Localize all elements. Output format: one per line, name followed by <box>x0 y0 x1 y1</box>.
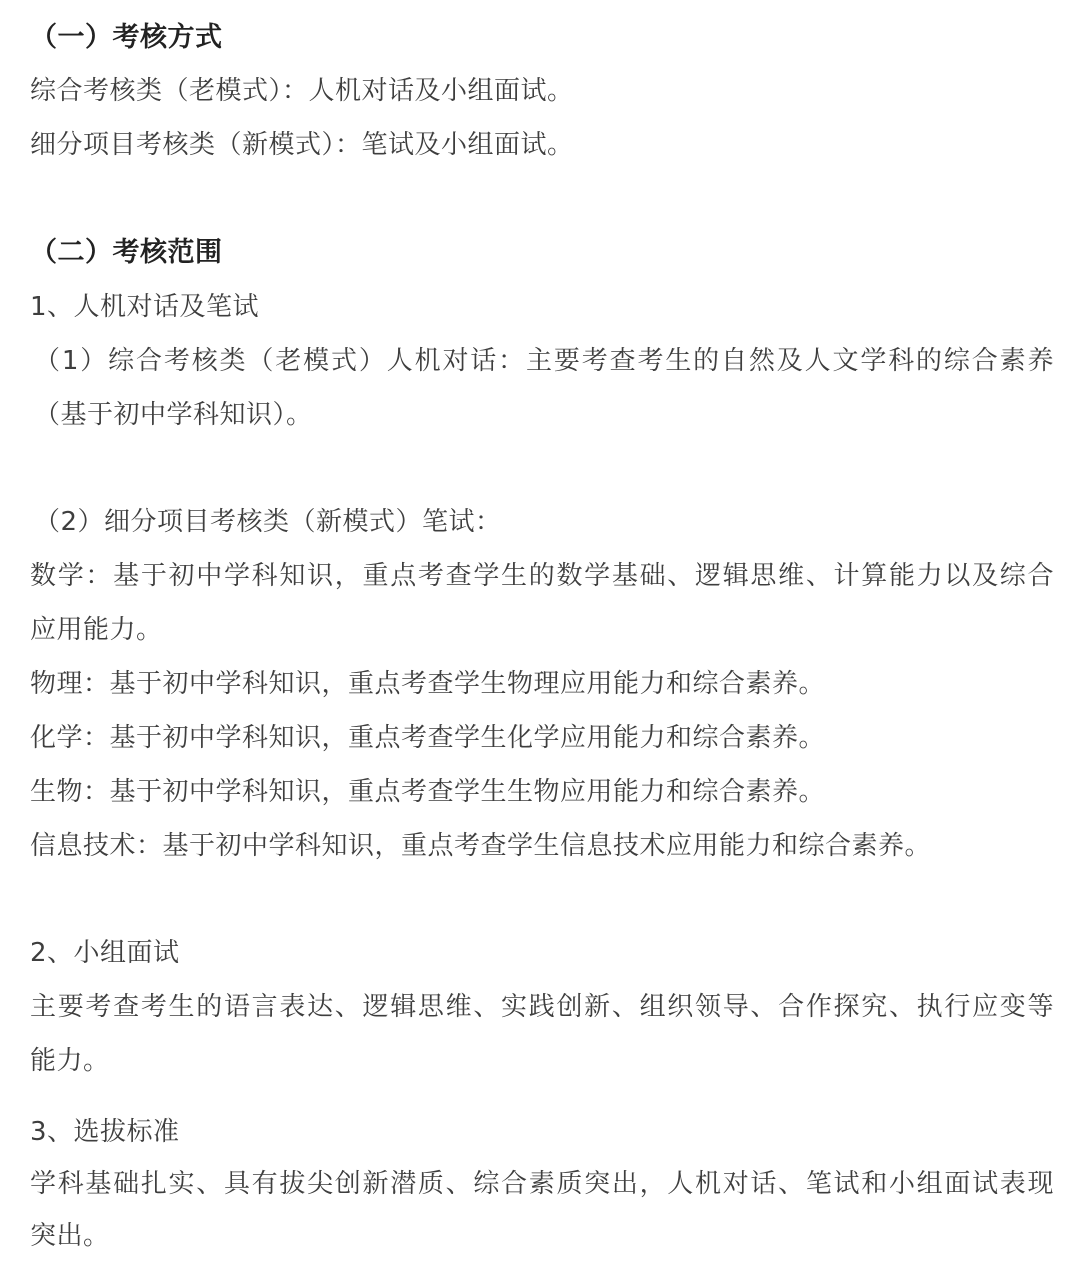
paragraph-line: （基于初中学科知识）。 <box>34 400 313 430</box>
section-heading-assessment-method: （一）考核方式 <box>30 22 223 53</box>
paragraph-line: 突出。 <box>30 1221 110 1251</box>
paragraph-line: 学科基础扎实、具有拔尖创新潜质、综合素质突出，人机对话、笔试和小组面试表现 <box>30 1169 1054 1199</box>
paragraph-line: 细分项目考核类（新模式）：笔试及小组面试。 <box>30 130 574 160</box>
item-title: 3、选拔标准 <box>30 1117 180 1147</box>
paragraph-line: （1）综合考核类（老模式）人机对话：主要考查考生的自然及人文学科的综合素养 <box>34 346 1054 376</box>
paragraph-line: 综合考核类（老模式）：人机对话及小组面试。 <box>30 76 574 106</box>
paragraph-line: 能力。 <box>30 1046 110 1076</box>
paragraph-line: 物理：基于初中学科知识，重点考查学生物理应用能力和综合素养。 <box>30 669 826 699</box>
paragraph-line: 化学：基于初中学科知识，重点考查学生化学应用能力和综合素养。 <box>30 723 826 753</box>
paragraph-line: 信息技术：基于初中学科知识，重点考查学生信息技术应用能力和综合素养。 <box>30 831 932 861</box>
paragraph-line: 数学：基于初中学科知识，重点考查学生的数学基础、逻辑思维、计算能力以及综合 <box>30 561 1054 591</box>
item-title: 1、人机对话及笔试 <box>30 292 260 322</box>
paragraph-line: 主要考查考生的语言表达、逻辑思维、实践创新、组织领导、合作探究、执行应变等 <box>30 992 1054 1022</box>
paragraph-line: 生物：基于初中学科知识，重点考查学生生物应用能力和综合素养。 <box>30 777 826 807</box>
sub-item-title: （2）细分项目考核类（新模式）笔试： <box>34 507 502 537</box>
section-heading-assessment-scope: （二）考核范围 <box>30 237 223 268</box>
item-title: 2、小组面试 <box>30 938 180 968</box>
paragraph-line: 应用能力。 <box>30 615 163 645</box>
